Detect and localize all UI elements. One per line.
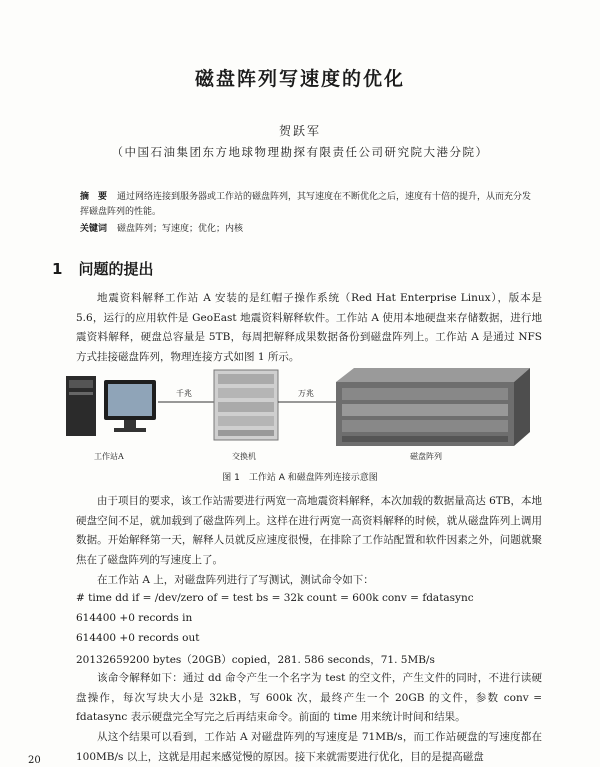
figure-1	[64, 362, 542, 472]
device-1-label: 工作站A	[94, 452, 124, 461]
device-3-label: 磁盘阵列	[410, 452, 442, 461]
workstation-drawing	[66, 376, 156, 436]
link-1-label: 千兆	[176, 389, 192, 398]
output-line-2: 614400 +0 records out	[76, 632, 200, 644]
keywords	[80, 222, 535, 237]
paragraph-2: 由于项目的要求，该工作站需要进行两宽一高地震资料解释，本次加载的数据量高达 6TB，本地硬盘空间不足，就加载到了磁盘阵列上。这样在进行两宽一高资料解释的时候，就从磁盘阵列上调用数据。开始解释第一天，解释人员就反应速度很慢，在排除了工作站配置和软件因素之外，问题就聚焦在了磁盘阵列的写速度上了。	[76, 495, 542, 566]
paragraph-4: 该命令解释如下：通过 dd 命令产生一个名字为 test 的空文件，产生文件的同时，不进行读硬盘操作，每次写块大小是 32kB，写 600k 次，最终产生一个 20GB 的文件，参数 conv = fdatasync 表示硬盘完全写完之后再结束命令。前面的 time 用来统计时间和结果。	[76, 672, 542, 724]
keywords-label: 关键词	[80, 224, 108, 234]
section-title: 问题的提出	[78, 260, 154, 278]
section-heading	[52, 258, 153, 279]
switch-drawing	[214, 370, 278, 440]
link-2-label: 万兆	[298, 389, 314, 398]
abstract	[80, 190, 535, 220]
device-2-label: 交换机	[232, 452, 256, 461]
abstract-text: 通过网络连接到服务器或工作站的磁盘阵列，其写速度在不断优化之后，速度有十倍的提升，从而充分发挥磁盘阵列的性能。	[80, 192, 532, 217]
paragraph-1: 地震资料解释工作站 A 安装的是红帽子操作系统（Red Hat Enterprise Linux），版本是 5.6，运行的应用软件是 GeoEast 地震资料解释软件。工作站 A 使用本地硬盘来存储数据，进行地震资料解释，硬盘总容量是 5TB，每周把解释成果数据备份到磁盘阵列上。工作站 A 是通过 NFS 方式挂接磁盘阵列，物理连接方式如图 1 所示。	[76, 292, 542, 363]
affiliation: （中国石油集团东方地球物理勘探有限责任公司研究院大港分院）	[111, 145, 489, 159]
output-line-1: 614400 +0 records in	[76, 612, 193, 624]
paragraph-5: 从这个结果可以看到，工作站 A 对磁盘阵列的写速度是 71MB/s，而工作站硬盘的写速度都在 100MB/s 以上，这就是用起来感觉慢的原因。接下来就需要进行优化，目的是提高磁盘	[76, 731, 542, 763]
output-line-3: 20132659200 bytes（20GB）copied，281. 586 seconds，71. 5MB/s	[76, 654, 435, 666]
keywords-text: 磁盘阵列；写速度；优化；内核	[117, 224, 244, 234]
disk-array-drawing	[336, 368, 530, 446]
command-line: # time dd if = /dev/zero of = test bs = 32k count = 600k conv = fdatasync	[76, 592, 474, 604]
figure-caption: 图 1 工作站 A 和磁盘阵列连接示意图	[222, 473, 378, 483]
author: 贺跃军	[278, 124, 321, 138]
section-number: 1	[52, 260, 63, 278]
abstract-label: 摘 要	[80, 192, 108, 202]
page-title: 磁盘阵列写速度的优化	[194, 68, 405, 90]
page-number: 20	[28, 755, 41, 766]
paragraph-3: 在工作站 A 上，对磁盘阵列进行了写测试，测试命令如下：	[97, 574, 374, 586]
